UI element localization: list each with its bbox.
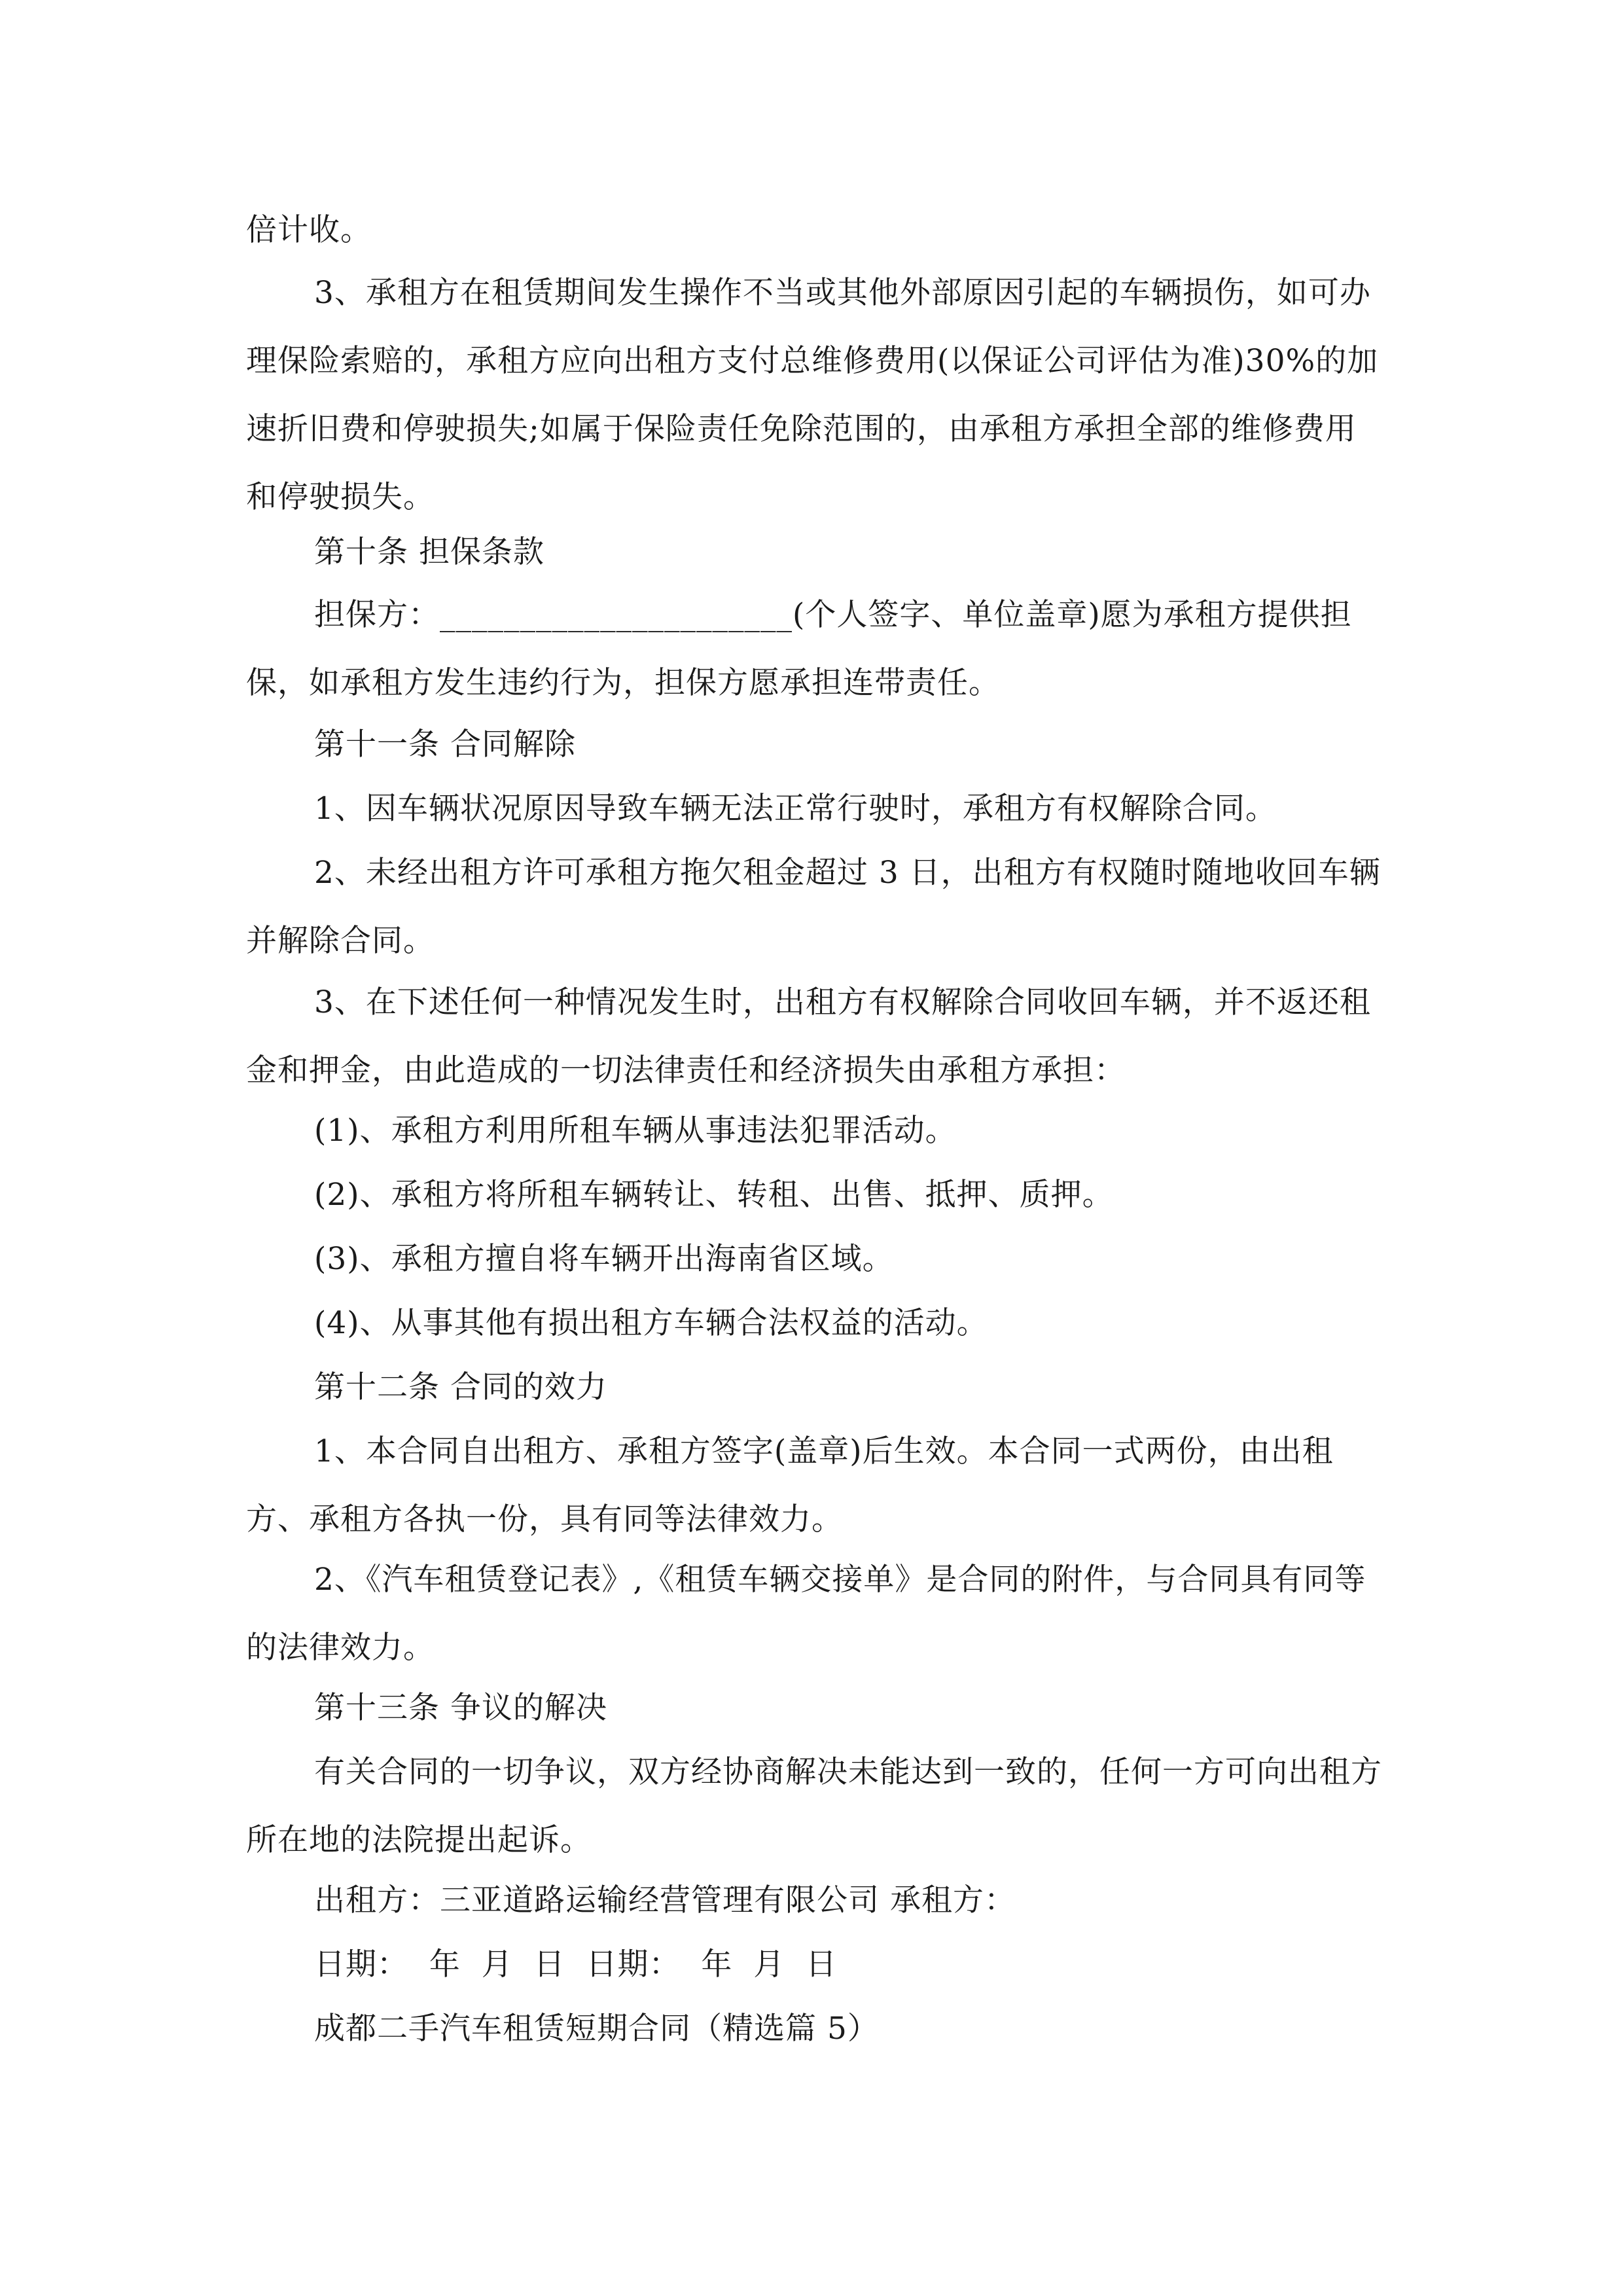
date-line: 日期： 年 月 日 日期： 年 月 日 (314, 1946, 838, 1982)
article-11-subitem-2: (2)、承租方将所租车辆转让、转租、出售、抵押、质押。 (314, 1177, 1114, 1213)
article-11-title: 第十一条 合同解除 (314, 726, 576, 762)
paragraph-clause-3: 3、承租方在租赁期间发生操作不当或其他外部原因引起的车辆损伤，如可办理保险索赔的，承租方应向出租方支付总维修费用(以保证公司评估为准)30%的加速折旧费和停驶损失;如属于保险责任免除范围的，由承租方承担全部的维修费用和停驶损失。 (246, 275, 1379, 515)
article-11-subitem-1: (1)、承租方利用所租车辆从事违法犯罪活动。 (314, 1113, 957, 1149)
next-contract-title: 成都二手汽车租赁短期合同（精选篇 5） (314, 2011, 879, 2047)
article-12-title: 第十二条 合同的效力 (314, 1369, 607, 1405)
article-10-title: 第十条 担保条款 (314, 534, 544, 570)
article-11-subitem-4: (4)、从事其他有损出租方车辆合法权益的活动。 (314, 1305, 988, 1341)
article-13-title: 第十三条 争议的解决 (314, 1690, 607, 1726)
article-12-item-1: 1、本合同自出租方、承租方签字(盖章)后生效。本合同一式两份，由出租方、承租方各执一份，具有同等法律效力。 (246, 1433, 1334, 1537)
signature-line: 出租方：三亚道路运输经营管理有限公司 承租方： (314, 1882, 1016, 1918)
article-11-item-1: 1、因车辆状况原因导致车辆无法正常行驶时，承租方有权解除合同。 (314, 791, 1277, 827)
article-12-item-2: 2、《汽车租赁登记表》,《租赁车辆交接单》是合同的附件，与合同具有同等的法律效力。 (246, 1562, 1366, 1666)
article-11-item-2: 2、未经出租方许可承租方拖欠租金超过 3 日，出租方有权随时随地收回车辆并解除合同。 (246, 855, 1381, 959)
article-11-subitem-3: (3)、承租方擅自将车辆开出海南省区域。 (314, 1241, 894, 1277)
article-10-text: 担保方：______________________(个人签字、单位盖章)愿为承租方提供担保，如承租方发生违约行为，担保方愿承担连带责任。 (246, 597, 1352, 701)
paragraph-continuation: 倍计收。 (246, 212, 372, 248)
article-13-text: 有关合同的一切争议，双方经协商解决未能达到一致的，任何一方可向出租方所在地的法院提出起诉。 (246, 1754, 1382, 1858)
article-11-item-3: 3、在下述任何一种情况发生时，出租方有权解除合同收回车辆，并不返还租金和押金，由此造成的一切法律责任和经济损失由承租方承担： (246, 984, 1371, 1088)
